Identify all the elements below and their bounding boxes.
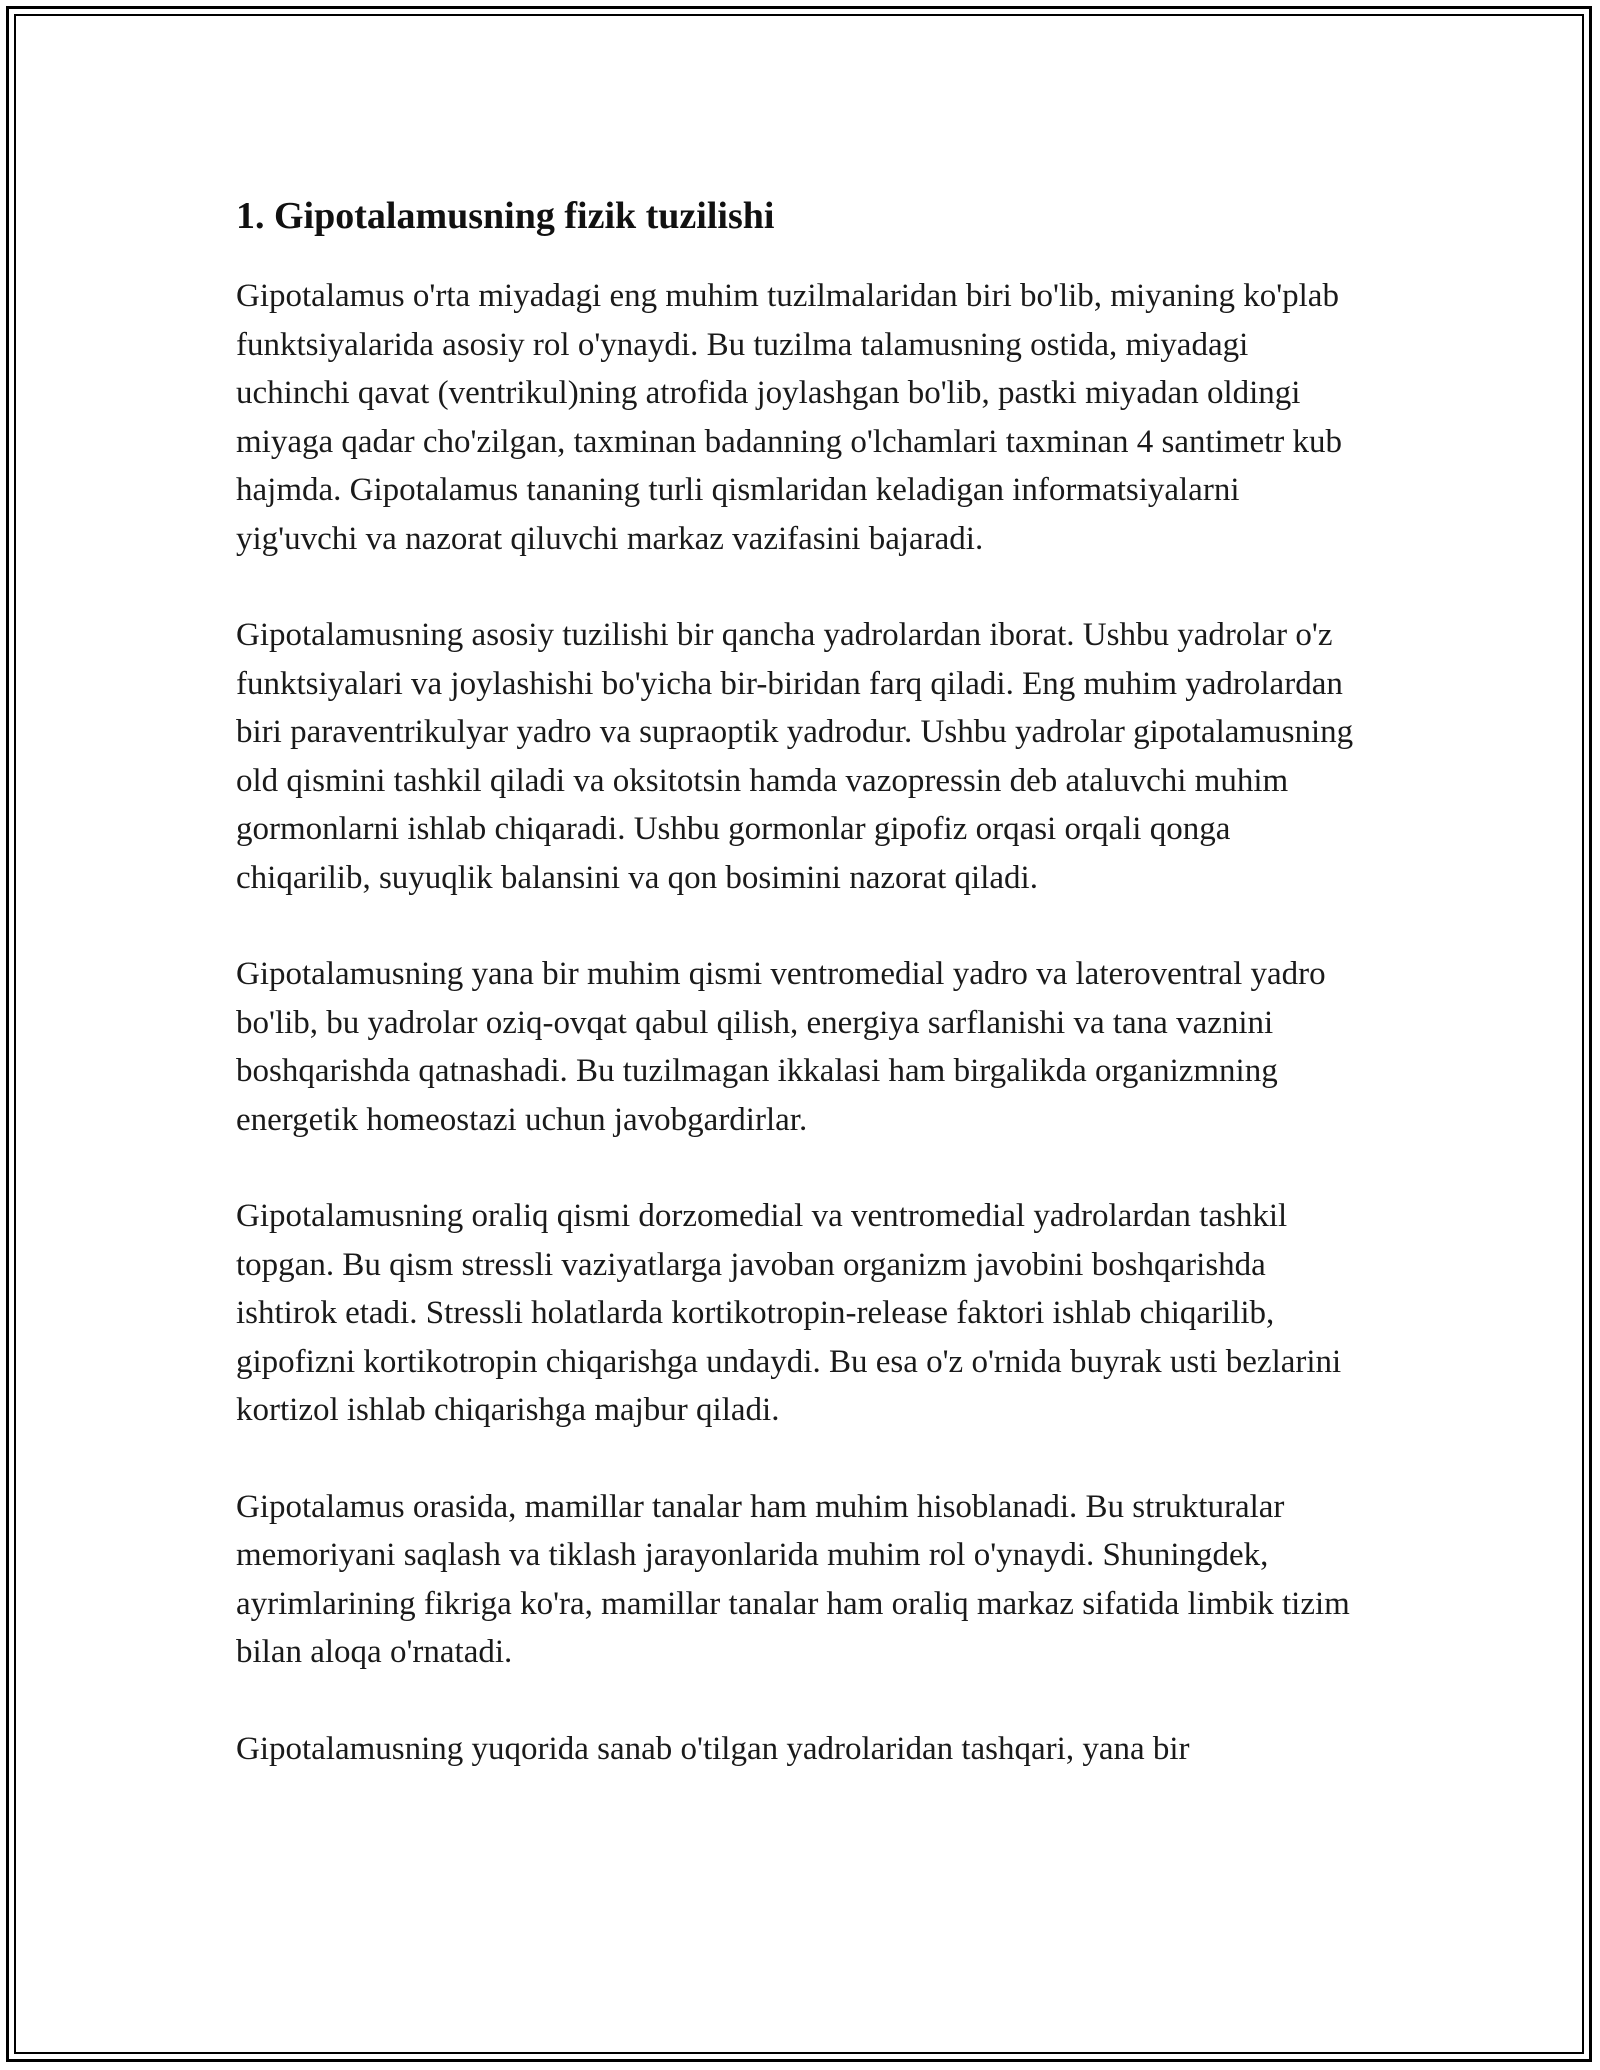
section-heading: 1. Gipotalamusning fizik tuzilishi (236, 195, 775, 237)
paragraph-2: Gipotalamusning asosiy tuzilishi bir qancha yadrolardan iborat. Ushbu yadrolar o'z funktsiyalari va joylashishi bo'yicha bir-biridan farq qiladi. Eng muhim yadrolardan biri paraventrikulyar yadro va supraoptik yadrodur. Ushbu yadrolar gipotalamusning old qismini tashkil qiladi va oksitotsin hamda vazopressin deb ataluvchi muhim gormonlarni ishlab chiqaradi. Ushbu gormonlar gipofiz orqasi orqali qonga chiqarilib, suyuqlik balansini va qon bosimini nazorat qiladi. (236, 617, 1354, 896)
paragraph-3: Gipotalamusning yana bir muhim qismi ventromedial yadro va lateroventral yadro bo'lib, bu yadrolar oziq-ovqat qabul qilish, energiya sarflanishi va tana vaznini boshqarishda qatnashadi. Bu tuzilmagan ikkalasi ham birgalikda organizmning energetik homeostazi uchun javobgardirlar. (236, 956, 1326, 1138)
document-body (236, 190, 1366, 1821)
paragraph-1: Gipotalamus o'rta miyadagi eng muhim tuzilmalaridan biri bo'lib, miyaning ko'plab funktsiyalarida asosiy rol o'ynaydi. Bu tuzilma talamusning ostida, miyadagi uchinchi qavat (ventrikul)ning atrofida joylashgan bo'lib, pastki miyadan oldingi miyaga qadar cho'zilgan, taxminan badanning o'lchamlari taxminan 4 santimetr kub hajmda. Gipotalamus tananing turli qismlaridan keladigan informatsiyalarni yig'uvchi va nazorat qiluvchi markaz vazifasini bajaradi. (236, 278, 1343, 557)
paragraph-6: Gipotalamusning yuqorida sanab o'tilgan yadrolaridan tashqari, yana bir (236, 1730, 1190, 1767)
paragraph-4: Gipotalamusning oraliq qismi dorzomedial va ventromedial yadrolardan tashkil topgan. Bu qism stressli vaziyatlarga javoban organizm javobini boshqarishda ishtirok etadi. Stressli holatlarda kortikotropin-release faktori ishlab chiqarilib, gipofizni kortikotropin chiqarishga undaydi. Bu esa o'z o'rnida buyrak usti bezlarini kortizol ishlab chiqarishga majbur qiladi. (236, 1198, 1342, 1428)
paragraph-5: Gipotalamus orasida, mamillar tanalar ham muhim hisoblanadi. Bu strukturalar memoriyani saqlash va tiklash jarayonlarida muhim rol o'ynaydi. Shuningdek, ayrimlarining fikriga ko'ra, mamillar tanalar ham oraliq markaz sifatida limbik tizim bilan aloqa o'rnatadi. (236, 1488, 1350, 1670)
